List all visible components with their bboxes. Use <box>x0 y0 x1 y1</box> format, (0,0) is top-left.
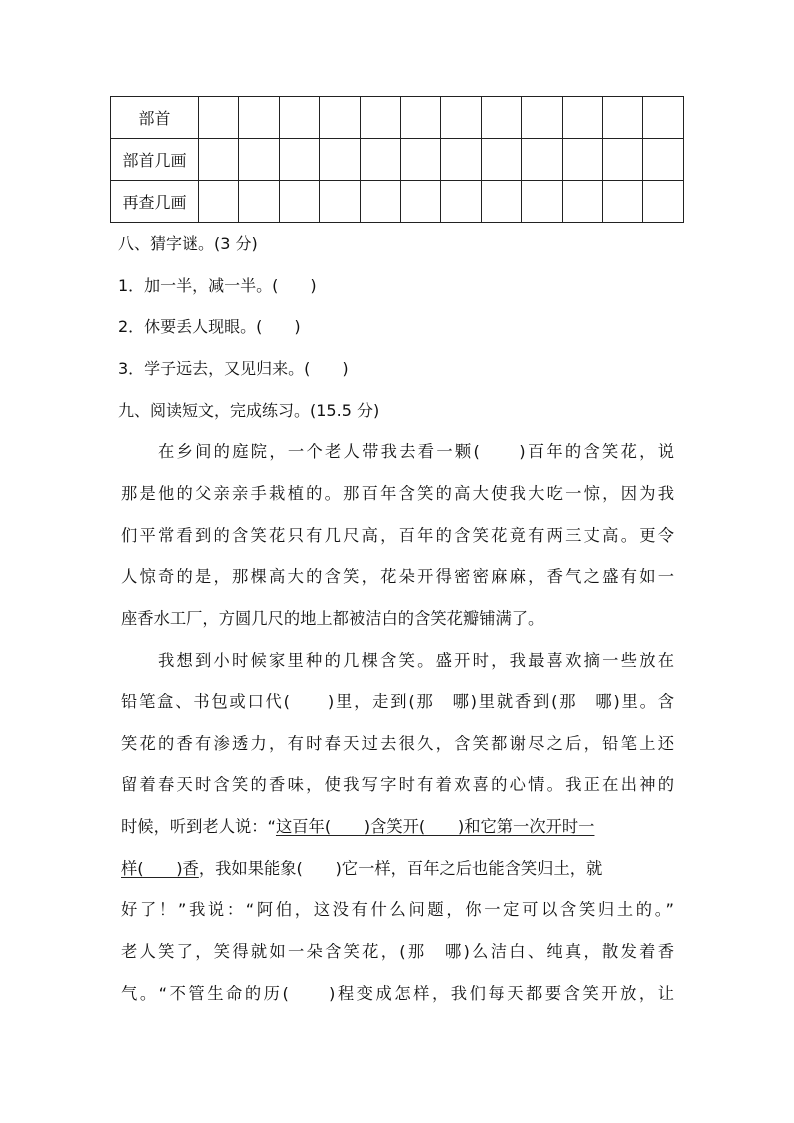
table-cell[interactable] <box>643 181 684 223</box>
table-cell[interactable] <box>603 97 643 139</box>
table-cell[interactable] <box>320 97 360 139</box>
passage-line: 留着春天时含笑的香味，使我写字时有着欢喜的心情。我正在出神的 <box>121 775 674 794</box>
radical-table <box>110 96 684 223</box>
table-row <box>111 139 684 181</box>
table-cell[interactable] <box>481 97 521 139</box>
row-label: 部首 <box>111 97 199 139</box>
passage-text: ，我如果能象( )它一样，百年之后也能含笑归土，就 <box>198 859 603 878</box>
table-cell[interactable] <box>360 139 400 181</box>
passage-line: 我想到小时候家里种的几棵含笑。盛开时，我最喜欢摘一些放在 <box>158 651 674 670</box>
table-cell[interactable] <box>441 181 481 223</box>
passage-line <box>121 817 674 837</box>
passage-line: 老人笑了，笑得就如一朵含笑花，(那 哪)么洁白、纯真，散发着香 <box>121 942 674 961</box>
table-cell[interactable] <box>603 181 643 223</box>
riddle-item-1: 1．加一半，减一半。( ) <box>118 276 317 295</box>
table-cell[interactable] <box>562 97 602 139</box>
table-cell[interactable] <box>360 97 400 139</box>
table-cell[interactable] <box>522 97 562 139</box>
underlined-quote: 这百年( )含笑开( )和它第一次开时一 <box>275 817 595 836</box>
passage-line: 座香水工厂，方圆几尺的地上都被洁白的含笑花瓣铺满了。 <box>121 609 545 628</box>
underlined-quote: 样( )香 <box>121 859 199 878</box>
table-cell[interactable] <box>643 97 684 139</box>
passage-line: 人惊奇的是，那棵高大的含笑，花朵开得密密麻麻，香气之盛有如一 <box>121 567 674 586</box>
table-cell[interactable] <box>320 139 360 181</box>
riddle-item-3: 3．学子远去，又见归来。( ) <box>118 359 349 378</box>
table-cell[interactable] <box>562 139 602 181</box>
table-cell[interactable] <box>320 181 360 223</box>
table-cell[interactable] <box>643 139 684 181</box>
table-cell[interactable] <box>603 139 643 181</box>
table-cell[interactable] <box>279 181 319 223</box>
table-cell[interactable] <box>562 181 602 223</box>
table-cell[interactable] <box>239 139 279 181</box>
passage-line: 气。“不管生命的历( )程变成怎样，我们每天都要含笑开放，让 <box>121 984 674 1003</box>
table-row <box>111 181 684 223</box>
table-cell[interactable] <box>239 97 279 139</box>
table-cell[interactable] <box>441 139 481 181</box>
table-cell[interactable] <box>401 97 441 139</box>
table-cell[interactable] <box>481 139 521 181</box>
table-row <box>111 97 684 139</box>
table-cell[interactable] <box>199 181 239 223</box>
table-cell[interactable] <box>441 97 481 139</box>
passage-line: 好了！”我说：“阿伯，这没有什么问题，你一定可以含笑归土的。” <box>121 900 674 919</box>
table-cell[interactable] <box>199 97 239 139</box>
table-cell[interactable] <box>360 181 400 223</box>
table-cell[interactable] <box>279 139 319 181</box>
passage-line: 铅笔盒、书包或口代( )里，走到(那 哪)里就香到(那 哪)里。含 <box>121 692 674 711</box>
passage-line: 那是他的父亲亲手栽植的。那百年含笑的高大使我大吃一惊，因为我 <box>121 484 674 503</box>
table-cell[interactable] <box>522 139 562 181</box>
passage-line <box>121 859 674 879</box>
passage-line: 在乡间的庭院，一个老人带我去看一颗( )百年的含笑花，说 <box>158 442 674 461</box>
section-9-heading: 九、阅读短文，完成练习。(15.5 分) <box>118 401 380 420</box>
table-cell[interactable] <box>239 181 279 223</box>
section-8-heading: 八、猜字谜。(3 分) <box>118 234 258 253</box>
table-cell[interactable] <box>401 181 441 223</box>
row-label: 部首几画 <box>111 139 199 181</box>
table-cell[interactable] <box>199 139 239 181</box>
row-label: 再查几画 <box>111 181 199 223</box>
table-cell[interactable] <box>481 181 521 223</box>
table-cell[interactable] <box>279 97 319 139</box>
table-cell[interactable] <box>401 139 441 181</box>
riddle-item-2: 2．休要丢人现眼。( ) <box>118 317 301 336</box>
passage-line: 们平常看到的含笑花只有几尺高，百年的含笑花竟有两三丈高。更令 <box>121 526 674 545</box>
passage-line: 笑花的香有渗透力，有时春天过去很久，含笑都谢尽之后，铅笔上还 <box>121 734 674 753</box>
table-cell[interactable] <box>522 181 562 223</box>
passage-text: 时候，听到老人说：“ <box>121 817 276 836</box>
